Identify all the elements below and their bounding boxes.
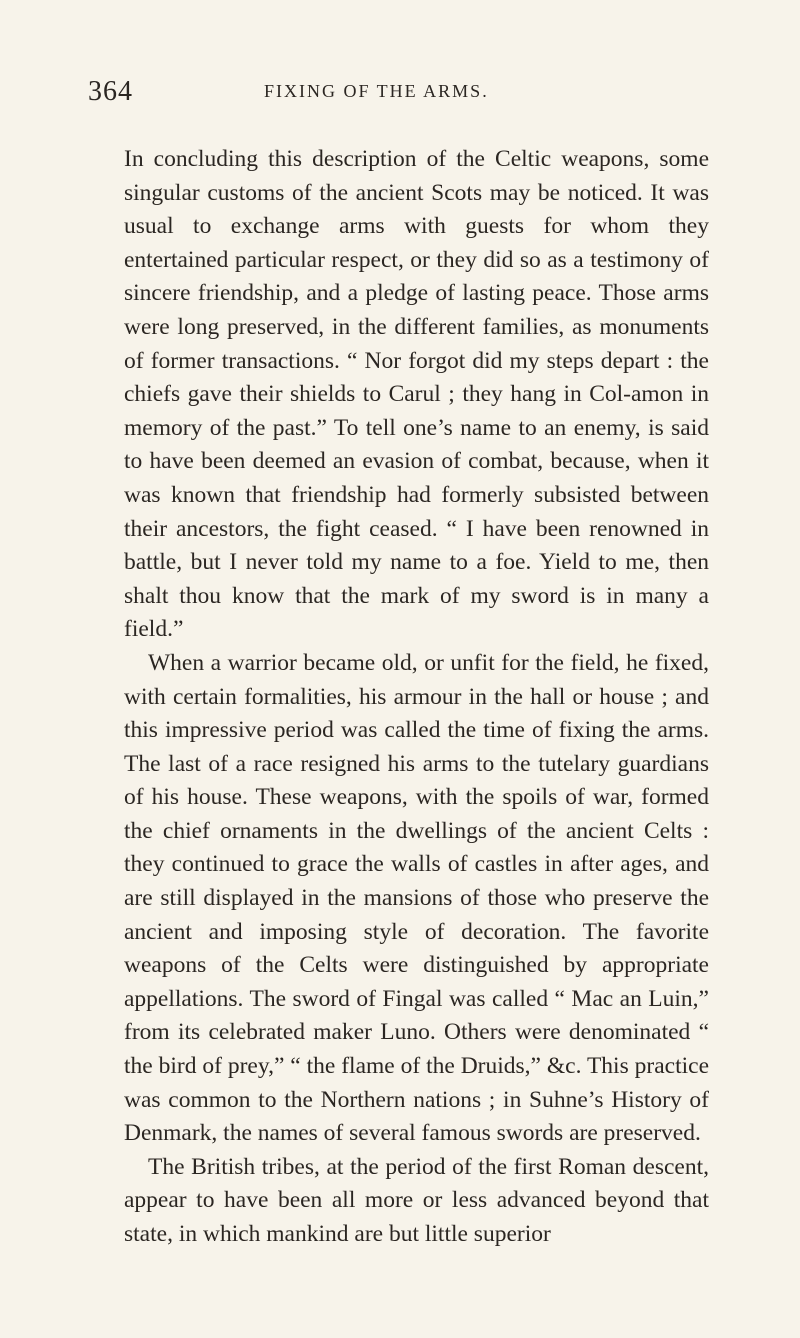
paragraph-3: The British tribes, at the period of the first Roman descent, appear to have been all more or less advanced beyond that state, in which mankind are but little superior <box>124 1153 709 1247</box>
paragraph-2: When a warrior became old, or unfit for the field, he fixed, with certain formalities, his armour in the hall or house ; and this impressive period was called the time of fixing the arms. The last of a race resigned his arms to the tutelary guardians of his house. These weapons, with the spoils of war, formed the chief ornaments in the dwellings of the ancient Celts : they continued to grace the walls of castles in after ages, and are still displayed in the mansions of those who preserve the ancient and imposing style of decoration. The favorite weapons of the Celts were distinguished by appropriate appellations. The sword of Fingal was called “ Mac an Luin,” from its celebrated maker Luno. Others were denominated “ the bird of prey,” “ the flame of the Druids,” &c. This practice was common to the Northern nations ; in Suhne’s History of Denmark, the names of several famous swords are preserved. <box>124 649 709 1147</box>
paragraph-1: In concluding this description of the Celtic weapons, some singular customs of the ancient Scots may be noticed. It was usual to exchange arms with guests for whom they entertained particular respect, or they did so as a testimony of sincere friendship, and a pledge of lasting peace. Those arms were long preserved, in the different families, as monuments of former transactions. “ Nor forgot did my steps depart : the chiefs gave their shields to Carul ; they hang in Col-amon in memory of the past.” To tell one’s name to an enemy, is said to have been deemed an evasion of combat, because, when it was known that friendship had formerly subsisted between their ancestors, the fight ceased. “ I have been renowned in battle, but I never told my name to a foe. Yield to me, then shalt thou know that the mark of my sword is in many a field.” <box>124 146 709 643</box>
page-number: 364 <box>88 76 133 107</box>
body-text <box>124 143 709 1252</box>
running-head <box>88 78 744 124</box>
running-title: FIXING OF THE ARMS. <box>264 81 489 101</box>
